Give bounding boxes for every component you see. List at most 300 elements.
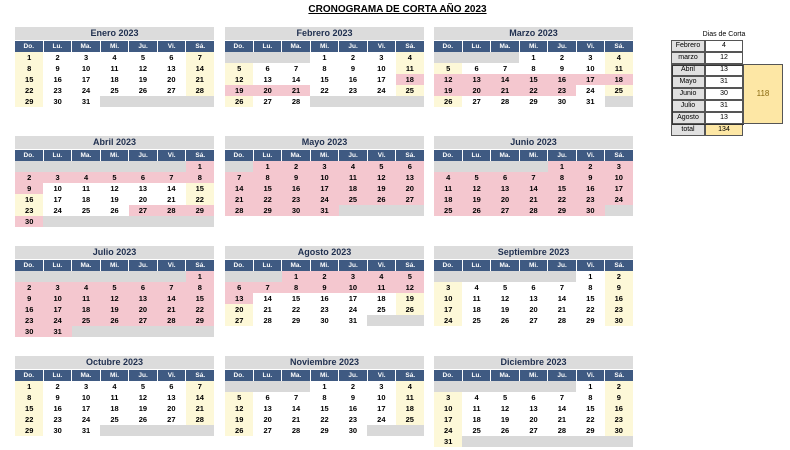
day-cell[interactable]: 27 [253,425,281,436]
day-cell[interactable]: 22 [15,85,43,96]
day-cell[interactable]: 24 [367,85,395,96]
day-cell[interactable]: 28 [225,205,253,216]
day-cell[interactable]: 10 [43,293,71,304]
day-cell[interactable]: 5 [396,271,424,282]
day-cell[interactable]: 2 [605,271,633,282]
day-cell[interactable]: 12 [100,293,128,304]
day-cell[interactable]: 17 [576,74,604,85]
day-cell[interactable]: 6 [253,392,281,403]
day-cell[interactable]: 6 [462,63,490,74]
day-cell[interactable]: 11 [339,172,367,183]
day-cell[interactable]: 29 [15,96,43,107]
day-cell[interactable]: 2 [15,172,43,183]
day-cell[interactable]: 15 [253,183,281,194]
day-cell[interactable]: 15 [186,293,214,304]
day-cell[interactable]: 23 [339,414,367,425]
day-cell[interactable]: 17 [310,183,338,194]
day-cell[interactable]: 7 [282,392,310,403]
day-cell[interactable]: 17 [367,403,395,414]
day-cell[interactable]: 16 [43,74,71,85]
day-cell[interactable]: 16 [282,183,310,194]
day-cell[interactable]: 4 [367,271,395,282]
day-cell[interactable]: 10 [72,392,100,403]
day-cell[interactable]: 22 [576,304,604,315]
day-cell[interactable]: 16 [548,74,576,85]
day-cell[interactable]: 27 [129,205,157,216]
day-cell[interactable]: 4 [100,381,128,392]
day-cell[interactable]: 30 [310,315,338,326]
day-cell[interactable]: 22 [310,85,338,96]
day-cell[interactable]: 19 [491,304,519,315]
day-cell[interactable]: 8 [310,392,338,403]
day-cell[interactable]: 25 [100,85,128,96]
day-cell[interactable]: 25 [367,304,395,315]
day-cell[interactable]: 23 [15,315,43,326]
day-cell[interactable]: 16 [339,403,367,414]
day-cell[interactable]: 16 [310,293,338,304]
day-cell[interactable]: 16 [15,304,43,315]
day-cell[interactable]: 8 [186,282,214,293]
day-cell[interactable]: 23 [43,85,71,96]
day-cell[interactable]: 22 [15,414,43,425]
day-cell[interactable]: 15 [548,183,576,194]
day-cell[interactable]: 10 [367,392,395,403]
day-cell[interactable]: 18 [367,293,395,304]
day-cell[interactable]: 25 [396,414,424,425]
day-cell[interactable]: 3 [367,381,395,392]
day-cell[interactable]: 7 [157,172,185,183]
summary-month-label[interactable]: Abril [671,64,705,76]
day-cell[interactable]: 14 [157,183,185,194]
day-cell[interactable]: 26 [396,304,424,315]
day-cell[interactable]: 8 [15,392,43,403]
day-cell[interactable]: 12 [225,403,253,414]
day-cell[interactable]: 15 [15,74,43,85]
day-cell[interactable]: 27 [519,425,547,436]
day-cell[interactable]: 18 [100,403,128,414]
day-cell[interactable]: 5 [225,392,253,403]
day-cell[interactable]: 22 [186,194,214,205]
day-cell[interactable]: 26 [225,425,253,436]
summary-month-value[interactable]: 13 [705,64,743,76]
day-cell[interactable]: 30 [548,96,576,107]
summary-month-label[interactable]: Julio [671,100,705,112]
day-cell[interactable]: 12 [225,74,253,85]
day-cell[interactable]: 28 [491,96,519,107]
day-cell[interactable]: 6 [519,392,547,403]
day-cell[interactable]: 13 [129,183,157,194]
day-cell[interactable]: 1 [576,381,604,392]
day-cell[interactable]: 19 [367,183,395,194]
day-cell[interactable]: 15 [576,293,604,304]
day-cell[interactable]: 10 [367,63,395,74]
day-cell[interactable]: 15 [282,293,310,304]
day-cell[interactable]: 3 [339,271,367,282]
day-cell[interactable]: 2 [15,282,43,293]
day-cell[interactable]: 29 [253,205,281,216]
day-cell[interactable]: 24 [367,414,395,425]
summary-month-label[interactable]: Junio [671,88,705,100]
day-cell[interactable]: 14 [519,183,547,194]
day-cell[interactable]: 24 [310,194,338,205]
day-cell[interactable]: 23 [282,194,310,205]
day-cell[interactable]: 12 [491,293,519,304]
day-cell[interactable]: 7 [282,63,310,74]
day-cell[interactable]: 14 [225,183,253,194]
day-cell[interactable]: 14 [491,74,519,85]
day-cell[interactable]: 7 [548,282,576,293]
day-cell[interactable]: 13 [519,293,547,304]
day-cell[interactable]: 27 [396,194,424,205]
day-cell[interactable]: 9 [339,63,367,74]
day-cell[interactable]: 27 [157,85,185,96]
day-cell[interactable]: 29 [519,96,547,107]
day-cell[interactable]: 23 [310,304,338,315]
day-cell[interactable]: 24 [605,194,633,205]
day-cell[interactable]: 18 [462,304,490,315]
day-cell[interactable]: 29 [186,205,214,216]
day-cell[interactable]: 22 [253,194,281,205]
day-cell[interactable]: 26 [367,194,395,205]
day-cell[interactable]: 15 [15,403,43,414]
day-cell[interactable]: 1 [186,271,214,282]
day-cell[interactable]: 12 [129,63,157,74]
day-cell[interactable]: 25 [434,205,462,216]
day-cell[interactable]: 24 [576,85,604,96]
day-cell[interactable]: 20 [519,304,547,315]
day-cell[interactable]: 17 [72,74,100,85]
day-cell[interactable]: 20 [396,183,424,194]
day-cell[interactable]: 27 [491,205,519,216]
day-cell[interactable]: 7 [491,63,519,74]
day-cell[interactable]: 30 [339,425,367,436]
day-cell[interactable]: 26 [462,205,490,216]
day-cell[interactable]: 1 [576,271,604,282]
day-cell[interactable]: 5 [100,282,128,293]
day-cell[interactable]: 5 [434,63,462,74]
day-cell[interactable]: 18 [100,74,128,85]
day-cell[interactable]: 12 [491,403,519,414]
summary-month-label[interactable]: Mayo [671,76,705,88]
day-cell[interactable]: 1 [310,381,338,392]
day-cell[interactable]: 30 [43,425,71,436]
day-cell[interactable]: 21 [548,304,576,315]
day-cell[interactable]: 25 [72,205,100,216]
day-cell[interactable]: 8 [519,63,547,74]
day-cell[interactable]: 19 [129,74,157,85]
day-cell[interactable]: 26 [129,85,157,96]
day-cell[interactable]: 15 [186,183,214,194]
day-cell[interactable]: 23 [43,414,71,425]
day-cell[interactable]: 24 [72,414,100,425]
day-cell[interactable]: 22 [576,414,604,425]
day-cell[interactable]: 24 [434,315,462,326]
summary-month-value[interactable]: 12 [705,52,743,64]
day-cell[interactable]: 14 [157,293,185,304]
summary-group-sum[interactable]: 118 [743,64,783,124]
day-cell[interactable]: 24 [43,205,71,216]
day-cell[interactable]: 3 [310,161,338,172]
day-cell[interactable]: 22 [310,414,338,425]
day-cell[interactable]: 7 [186,52,214,63]
day-cell[interactable]: 3 [605,161,633,172]
summary-month-label[interactable]: marzo [671,52,705,64]
day-cell[interactable]: 19 [491,414,519,425]
day-cell[interactable]: 21 [157,194,185,205]
day-cell[interactable]: 3 [72,52,100,63]
day-cell[interactable]: 17 [434,304,462,315]
day-cell[interactable]: 4 [396,52,424,63]
day-cell[interactable]: 18 [396,403,424,414]
day-cell[interactable]: 17 [367,74,395,85]
day-cell[interactable]: 13 [157,392,185,403]
summary-month-value[interactable]: 31 [705,100,743,112]
day-cell[interactable]: 21 [282,414,310,425]
day-cell[interactable]: 16 [15,194,43,205]
day-cell[interactable]: 31 [43,326,71,337]
day-cell[interactable]: 7 [157,282,185,293]
day-cell[interactable]: 14 [186,392,214,403]
day-cell[interactable]: 14 [186,63,214,74]
day-cell[interactable]: 14 [282,74,310,85]
summary-month-value[interactable]: 4 [705,40,743,52]
day-cell[interactable]: 2 [548,52,576,63]
day-cell[interactable]: 11 [462,293,490,304]
day-cell[interactable]: 26 [100,315,128,326]
day-cell[interactable]: 29 [186,315,214,326]
day-cell[interactable]: 1 [253,161,281,172]
day-cell[interactable]: 4 [72,172,100,183]
day-cell[interactable]: 7 [548,392,576,403]
day-cell[interactable]: 1 [310,52,338,63]
day-cell[interactable]: 26 [225,96,253,107]
day-cell[interactable]: 11 [605,63,633,74]
day-cell[interactable]: 10 [310,172,338,183]
day-cell[interactable]: 24 [72,85,100,96]
day-cell[interactable]: 16 [605,403,633,414]
day-cell[interactable]: 16 [43,403,71,414]
day-cell[interactable]: 13 [225,293,253,304]
day-cell[interactable]: 27 [129,315,157,326]
day-cell[interactable]: 29 [576,425,604,436]
day-cell[interactable]: 9 [576,172,604,183]
day-cell[interactable]: 20 [253,414,281,425]
day-cell[interactable]: 16 [576,183,604,194]
day-cell[interactable]: 28 [157,315,185,326]
day-cell[interactable]: 12 [367,172,395,183]
day-cell[interactable]: 22 [282,304,310,315]
day-cell[interactable]: 5 [491,282,519,293]
day-cell[interactable]: 26 [491,425,519,436]
day-cell[interactable]: 9 [282,172,310,183]
day-cell[interactable]: 12 [434,74,462,85]
day-cell[interactable]: 9 [548,63,576,74]
day-cell[interactable]: 18 [605,74,633,85]
summary-total-label[interactable]: total [671,124,705,136]
day-cell[interactable]: 13 [462,74,490,85]
day-cell[interactable]: 14 [548,403,576,414]
day-cell[interactable]: 30 [282,205,310,216]
day-cell[interactable]: 15 [310,403,338,414]
day-cell[interactable]: 29 [310,425,338,436]
day-cell[interactable]: 20 [129,194,157,205]
day-cell[interactable]: 3 [434,392,462,403]
day-cell[interactable]: 4 [605,52,633,63]
day-cell[interactable]: 23 [548,85,576,96]
day-cell[interactable]: 2 [282,161,310,172]
day-cell[interactable]: 6 [157,52,185,63]
day-cell[interactable]: 30 [15,326,43,337]
day-cell[interactable]: 20 [462,85,490,96]
day-cell[interactable]: 2 [339,52,367,63]
day-cell[interactable]: 2 [310,271,338,282]
day-cell[interactable]: 11 [72,183,100,194]
day-cell[interactable]: 30 [576,205,604,216]
day-cell[interactable]: 21 [282,85,310,96]
day-cell[interactable]: 5 [367,161,395,172]
day-cell[interactable]: 20 [519,414,547,425]
day-cell[interactable]: 15 [310,74,338,85]
day-cell[interactable]: 3 [43,282,71,293]
day-cell[interactable]: 2 [43,52,71,63]
day-cell[interactable]: 17 [605,183,633,194]
day-cell[interactable]: 25 [100,414,128,425]
day-cell[interactable]: 25 [462,315,490,326]
day-cell[interactable]: 13 [396,172,424,183]
day-cell[interactable]: 17 [43,304,71,315]
day-cell[interactable]: 5 [129,381,157,392]
day-cell[interactable]: 6 [396,161,424,172]
day-cell[interactable]: 8 [282,282,310,293]
day-cell[interactable]: 5 [491,392,519,403]
day-cell[interactable]: 20 [491,194,519,205]
day-cell[interactable]: 27 [462,96,490,107]
day-cell[interactable]: 3 [434,282,462,293]
day-cell[interactable]: 30 [43,96,71,107]
day-cell[interactable]: 7 [225,172,253,183]
day-cell[interactable]: 10 [72,63,100,74]
day-cell[interactable]: 10 [576,63,604,74]
day-cell[interactable]: 10 [434,293,462,304]
day-cell[interactable]: 31 [339,315,367,326]
day-cell[interactable]: 4 [396,381,424,392]
day-cell[interactable]: 2 [576,161,604,172]
day-cell[interactable]: 24 [339,304,367,315]
day-cell[interactable]: 5 [129,52,157,63]
day-cell[interactable]: 27 [253,96,281,107]
day-cell[interactable]: 4 [72,282,100,293]
day-cell[interactable]: 2 [605,381,633,392]
day-cell[interactable]: 21 [225,194,253,205]
day-cell[interactable]: 9 [605,282,633,293]
day-cell[interactable]: 12 [129,392,157,403]
day-cell[interactable]: 29 [282,315,310,326]
day-cell[interactable]: 22 [519,85,547,96]
day-cell[interactable]: 21 [491,85,519,96]
day-cell[interactable]: 6 [157,381,185,392]
day-cell[interactable]: 18 [72,304,100,315]
day-cell[interactable]: 15 [519,74,547,85]
day-cell[interactable]: 6 [129,282,157,293]
day-cell[interactable]: 11 [100,392,128,403]
day-cell[interactable]: 25 [339,194,367,205]
summary-month-label[interactable]: Febrero [671,40,705,52]
day-cell[interactable]: 1 [519,52,547,63]
day-cell[interactable]: 21 [186,74,214,85]
day-cell[interactable]: 19 [100,194,128,205]
day-cell[interactable]: 28 [282,96,310,107]
day-cell[interactable]: 4 [339,161,367,172]
day-cell[interactable]: 19 [225,85,253,96]
day-cell[interactable]: 20 [129,304,157,315]
day-cell[interactable]: 21 [548,414,576,425]
day-cell[interactable]: 9 [605,392,633,403]
day-cell[interactable]: 27 [225,315,253,326]
day-cell[interactable]: 16 [339,74,367,85]
day-cell[interactable]: 29 [15,425,43,436]
day-cell[interactable]: 9 [15,293,43,304]
day-cell[interactable]: 24 [434,425,462,436]
day-cell[interactable]: 13 [519,403,547,414]
day-cell[interactable]: 6 [225,282,253,293]
day-cell[interactable]: 8 [253,172,281,183]
day-cell[interactable]: 9 [310,282,338,293]
day-cell[interactable]: 5 [462,172,490,183]
day-cell[interactable]: 10 [434,403,462,414]
day-cell[interactable]: 4 [434,172,462,183]
day-cell[interactable]: 15 [576,403,604,414]
day-cell[interactable]: 19 [225,414,253,425]
day-cell[interactable]: 14 [253,293,281,304]
day-cell[interactable]: 29 [576,315,604,326]
day-cell[interactable]: 6 [491,172,519,183]
day-cell[interactable]: 21 [157,304,185,315]
day-cell[interactable]: 9 [15,183,43,194]
day-cell[interactable]: 28 [548,425,576,436]
day-cell[interactable]: 28 [519,205,547,216]
day-cell[interactable]: 25 [462,425,490,436]
day-cell[interactable]: 12 [462,183,490,194]
day-cell[interactable]: 8 [576,282,604,293]
day-cell[interactable]: 13 [129,293,157,304]
day-cell[interactable]: 11 [462,403,490,414]
day-cell[interactable]: 20 [225,304,253,315]
day-cell[interactable]: 28 [282,425,310,436]
day-cell[interactable]: 22 [186,304,214,315]
summary-month-value[interactable]: 13 [705,112,743,124]
day-cell[interactable]: 20 [157,74,185,85]
summary-month-label[interactable]: Agosto [671,112,705,124]
day-cell[interactable]: 26 [100,205,128,216]
day-cell[interactable]: 11 [434,183,462,194]
day-cell[interactable]: 29 [548,205,576,216]
day-cell[interactable]: 21 [186,403,214,414]
day-cell[interactable]: 23 [605,414,633,425]
day-cell[interactable]: 31 [72,96,100,107]
day-cell[interactable]: 11 [396,392,424,403]
day-cell[interactable]: 12 [396,282,424,293]
day-cell[interactable]: 7 [253,282,281,293]
day-cell[interactable]: 2 [339,381,367,392]
day-cell[interactable]: 13 [491,183,519,194]
day-cell[interactable]: 26 [129,414,157,425]
day-cell[interactable]: 13 [253,403,281,414]
day-cell[interactable]: 18 [434,194,462,205]
day-cell[interactable]: 31 [310,205,338,216]
day-cell[interactable]: 9 [339,392,367,403]
day-cell[interactable]: 11 [396,63,424,74]
day-cell[interactable]: 17 [43,194,71,205]
